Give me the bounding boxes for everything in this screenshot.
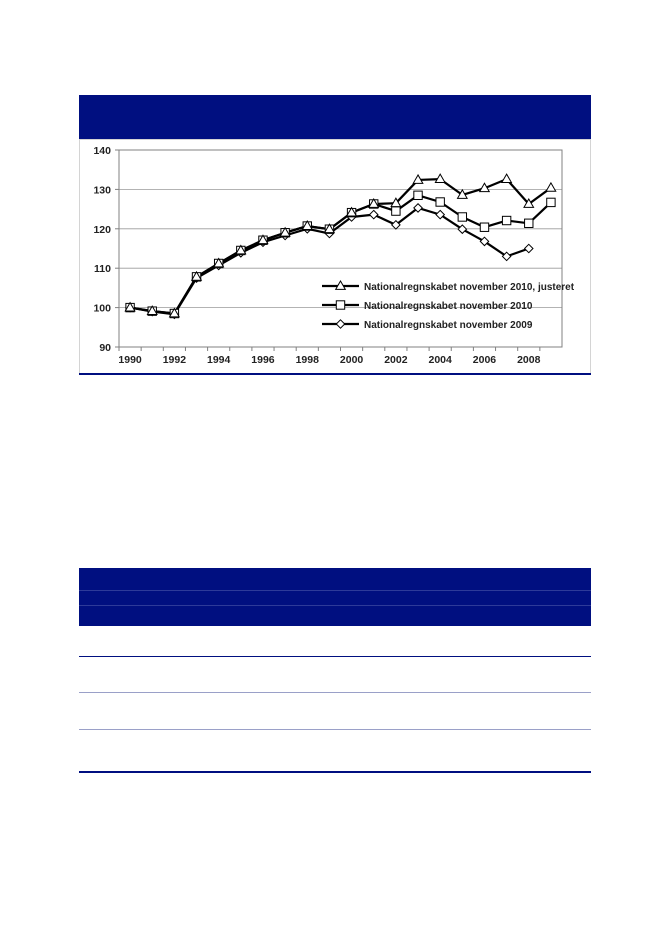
x-tick-label: 1992: [162, 354, 187, 366]
y-tick-label: 110: [94, 263, 111, 276]
line-chart: [79, 139, 591, 375]
chart-header-bar: [79, 95, 591, 139]
legend-label: Nationalregnskabet november 2010, justeret: [364, 282, 575, 293]
table-header-bar: [79, 568, 591, 626]
data-point-square: [458, 213, 466, 221]
data-point-square: [525, 219, 533, 227]
table-header-divider: [79, 605, 591, 606]
y-tick-label: 140: [93, 145, 111, 157]
y-tick-label: 100: [93, 302, 111, 315]
table-row-divider: [79, 656, 591, 657]
table-row-divider: [79, 692, 591, 693]
x-tick-label: 1996: [251, 354, 275, 366]
data-point-square: [414, 191, 422, 199]
x-tick-label: 1990: [118, 354, 142, 366]
x-tick-label: 2006: [472, 354, 497, 366]
data-point-square: [480, 223, 488, 231]
data-point-square: [547, 198, 555, 206]
data-point-square: [502, 216, 510, 224]
x-tick-label: 2002: [384, 354, 408, 366]
x-tick-label: 1998: [295, 354, 319, 366]
x-tick-label: 2000: [339, 354, 364, 366]
y-tick-label: 120: [93, 223, 111, 236]
x-tick-label: 2008: [517, 354, 541, 366]
y-tick-label: 90: [99, 342, 111, 354]
legend-marker-square: [336, 301, 344, 309]
legend-label: Nationalregnskabet november 2010: [364, 301, 533, 312]
x-tick-label: 2004: [428, 354, 452, 366]
data-point-square: [392, 207, 400, 215]
x-tick-label: 1994: [206, 354, 231, 366]
legend-label: Nationalregnskabet november 2009: [364, 320, 533, 331]
data-point-square: [436, 198, 444, 206]
table-bottom-rule: [79, 771, 591, 773]
chart-bottom-rule: [79, 373, 591, 375]
chart-outer-frame: [80, 140, 591, 375]
y-tick-label: 130: [93, 184, 111, 197]
table-header-divider: [79, 590, 591, 591]
table-row-divider: [79, 729, 591, 730]
line-chart-svg: [79, 139, 591, 375]
